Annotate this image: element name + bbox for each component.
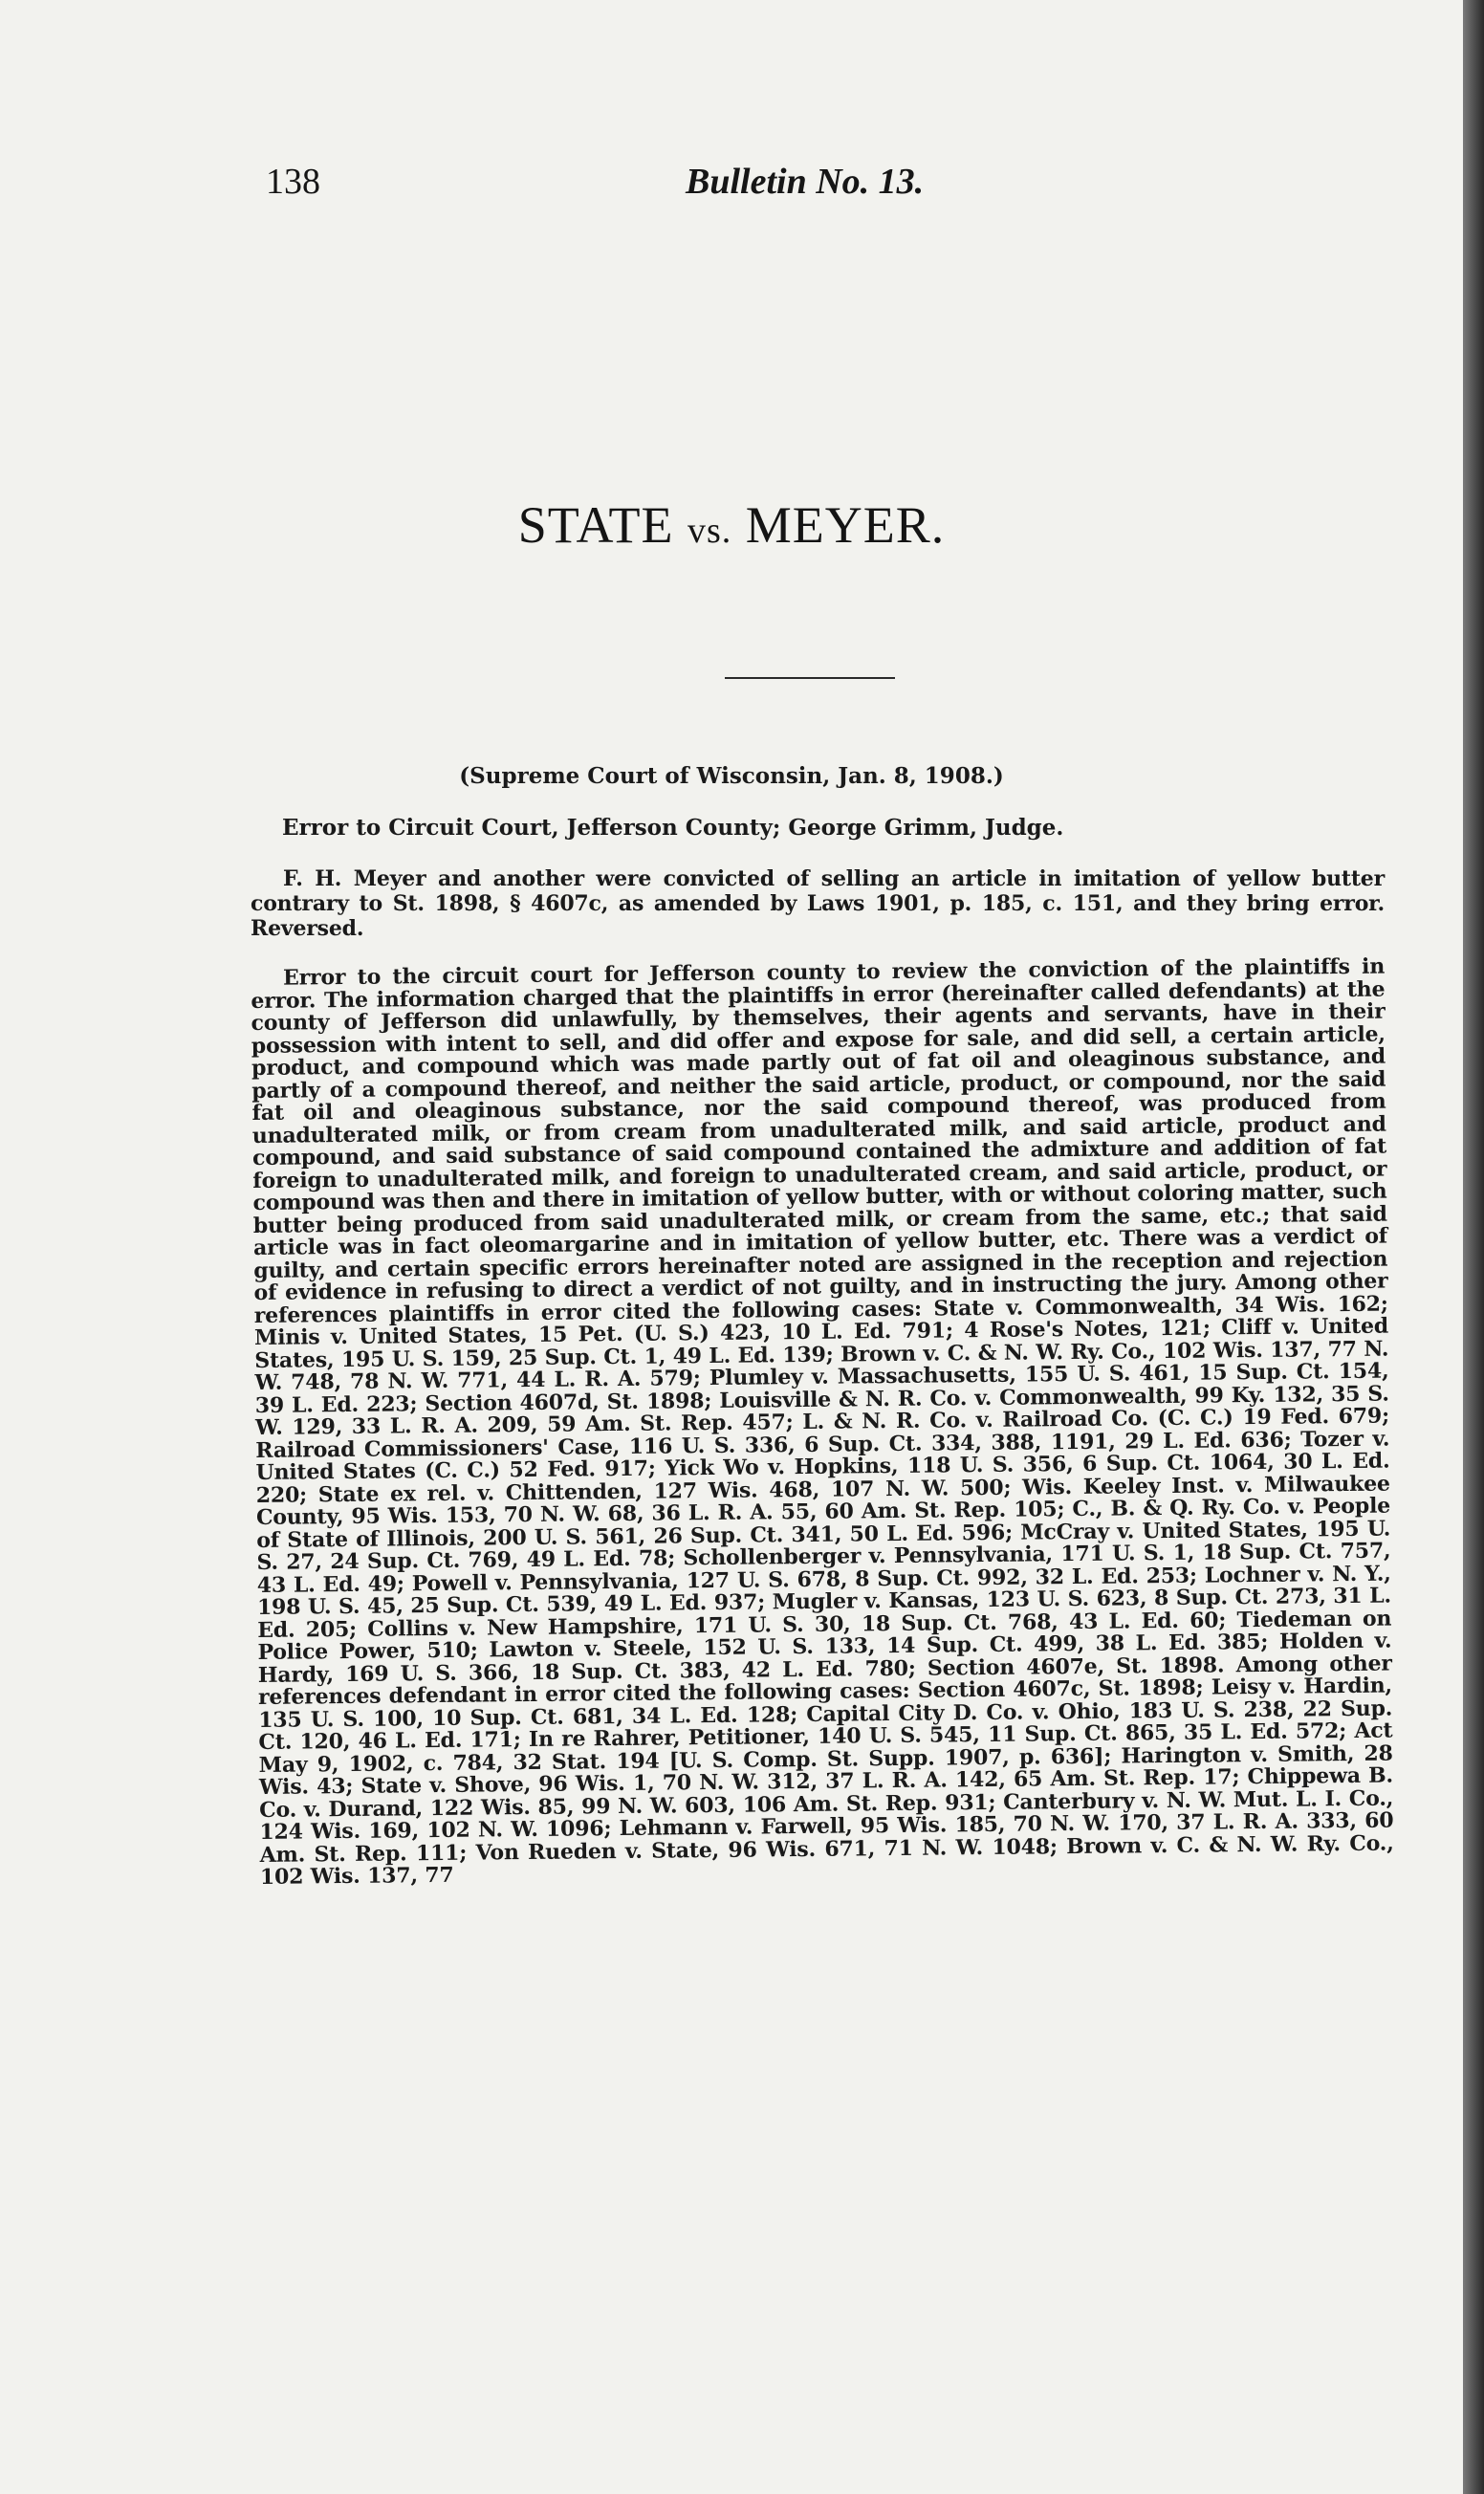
page-number: 138 bbox=[266, 162, 320, 202]
opinion-paragraph: Error to the circuit court for Jefferson county to review the conviction of the plaintiffs in error. The information charged that the plaintiffs in error (hereinafter called defendants) at the county of Jefferson did unlawfully, by themselves, their agents and servants, have in their possession with intent to sell, and did offer and expose for sale, and did sell, a certain article, product, and compound which was made partly out of fat oil and oleaginous substance, and partly of a compound thereof, and neither the said article, product, or compound, nor the said fat oil and oleaginous substance, nor the said compound thereof, was produced from unadulterated milk, or from cream from unadulterated milk, and said article, product and compound, and said substance of said compound contained the admixture and addition of fat foreign to unadulterated milk, and foreign to unadulterated cream, and said article, product, or compound was then and there in imitation of yellow butter, with or without coloring matter, such butter being produced from said unadulterated milk, or cream from the same, etc.; that said article was in fact oleomargarine and in imitation of yellow butter, etc. There was a verdict of guilty, and certain specific errors hereinafter noted are assigned in the reception and rejection of evidence in refusing to direct a verdict of not guilty, and in instructing the jury. Among other references plaintiffs in error cited the following cases: State v. Commonwealth, 34 Wis. 162; Minis v. United States, 15 Pet. (U. S.) 423, 10 L. Ed. 791; 4 Rose's Notes, 121; Cliff v. United States, 195 U. S. 159, 25 Sup. Ct. 1, 49 L. Ed. 139; Brown v. C. & N. W. Ry. Co., 102 Wis. 137, 77 N. W. 748, 78 N. W. 771, 44 L. R. A. 579; Plumley v. Massachusetts, 155 U. S. 461, 15 Sup. Ct. 154, 39 L. Ed. 223; Section 4607d, St. 1898; Louisville & N. R. Co. v. Commonwealth, 99 Ky. 132, 35 S. W. 129, 33 L. R. A. 209, 59 Am. St. Rep. 457; L. & N. R. Co. v. Railroad Co. (C. C.) 19 Fed. 679; Railroad Commissioners' Case, 116 U. S. 336, 6 Sup. Ct. 334, 388, 1191, 29 L. Ed. 636; Tozer v. United States (C. C.) 52 Fed. 917; Yick Wo v. Hopkins, 118 U. S. 356, 6 Sup. Ct. 1064, 30 L. Ed. 220; State ex rel. v. Chittenden, 127 Wis. 468, 107 N. W. 500; Wis. Keeley Inst. v. Milwaukee County, 95 Wis. 153, 70 N. W. 68, 36 L. R. A. 55, 60 Am. St. Rep. 105; C., B. & Q. Ry. Co. v. People of State of Illinois, 200 U. S. 561, 26 Sup. Ct. 341, 50 L. Ed. 596; McCray v. United States, 195 U. S. 27, 24 Sup. Ct. 769, 49 L. Ed. 78; Schollenberger v. Pennsylvania, 171 U. S. 1, 18 Sup. Ct. 757, 43 L. Ed. 49; Powell v. Pennsylvania, 127 U. S. 678, 8 Sup. Ct. 992, 32 L. Ed. 253; Lochner v. N. Y., 198 U. S. 45, 25 Sup. Ct. 539, 49 L. Ed. 937; Mugler v. Kansas, 123 U. S. 623, 8 Sup. Ct. 273, 31 L. Ed. 205; Collins v. New Hampshire, 171 U. S. 30, 18 Sup. Ct. 768, 43 L. Ed. 60; Tiedeman on Police Power, 510; Lawton v. Steele, 152 U. S. 133, 14 Sup. Ct. 499, 38 L. Ed. 385; Holden v. Hardy, 169 U. S. 366, 18 Sup. Ct. 383, 42 L. Ed. 780; Section 4607e, St. 1898. Among other references defendant in error cited the following cases: Section 4607c, St. 1898; Leisy v. Hardin, 135 U. S. 100, 10 Sup. Ct. 681, 34 L. Ed. 128; Capital City D. Co. v. Ohio, 183 U. S. 238, 22 Sup. Ct. 120, 46 L. Ed. 171; In re Rahrer, Petitioner, 140 U. S. 545, 11 Sup. Ct. 865, 35 L. Ed. 572; Act May 9, 1902, c. 784, 32 Stat. 194 [U. S. Comp. St. Supp. 1907, p. 636]; Harington v. Smith, 28 Wis. 43; State v. Shove, 96 Wis. 1, 70 N. W. 312, 37 L. R. A. 142, 65 Am. St. Rep. 17; Chippewa B. Co. v. Durand, 122 Wis. 85, 99 N. W. 603, 106 Am. St. Rep. 931; Canterbury v. N. W. Mut. L. I. Co., 124 Wis. 169, 102 N. W. 1096; Lehmann v. Farwell, 95 Wis. 185, 70 N. W. 170, 37 L. R. A. 333, 60 Am. St. Rep. 111; Von Rueden v. State, 96 Wis. 671, 71 N. W. 1048; Brown v. C. & N. W. Ry. Co., 102 Wis. 137, 77 bbox=[251, 953, 1394, 1890]
title-rule bbox=[725, 677, 895, 679]
case-title-right: MEYER. bbox=[731, 496, 946, 554]
page-header bbox=[251, 161, 1346, 208]
court-line: (Supreme Court of Wisconsin, Jan. 8, 1908.) bbox=[459, 763, 1004, 789]
case-title bbox=[0, 495, 1463, 555]
syllabus-paragraph: F. H. Meyer and another were convicted of selling an article in imitation of yellow butter contrary to St. 1898, § 4607c, as amended by Laws 1901, p. 185, c. 151, and they bring error. Reversed. bbox=[251, 866, 1385, 941]
error-line: Error to Circuit Court, Jefferson County; George Grimm, Judge. bbox=[282, 815, 1064, 841]
case-title-left: STATE bbox=[517, 496, 687, 554]
case-title-vs: vs. bbox=[687, 511, 732, 551]
page-edge bbox=[1463, 0, 1484, 2494]
running-head: Bulletin No. 13. bbox=[686, 162, 925, 202]
